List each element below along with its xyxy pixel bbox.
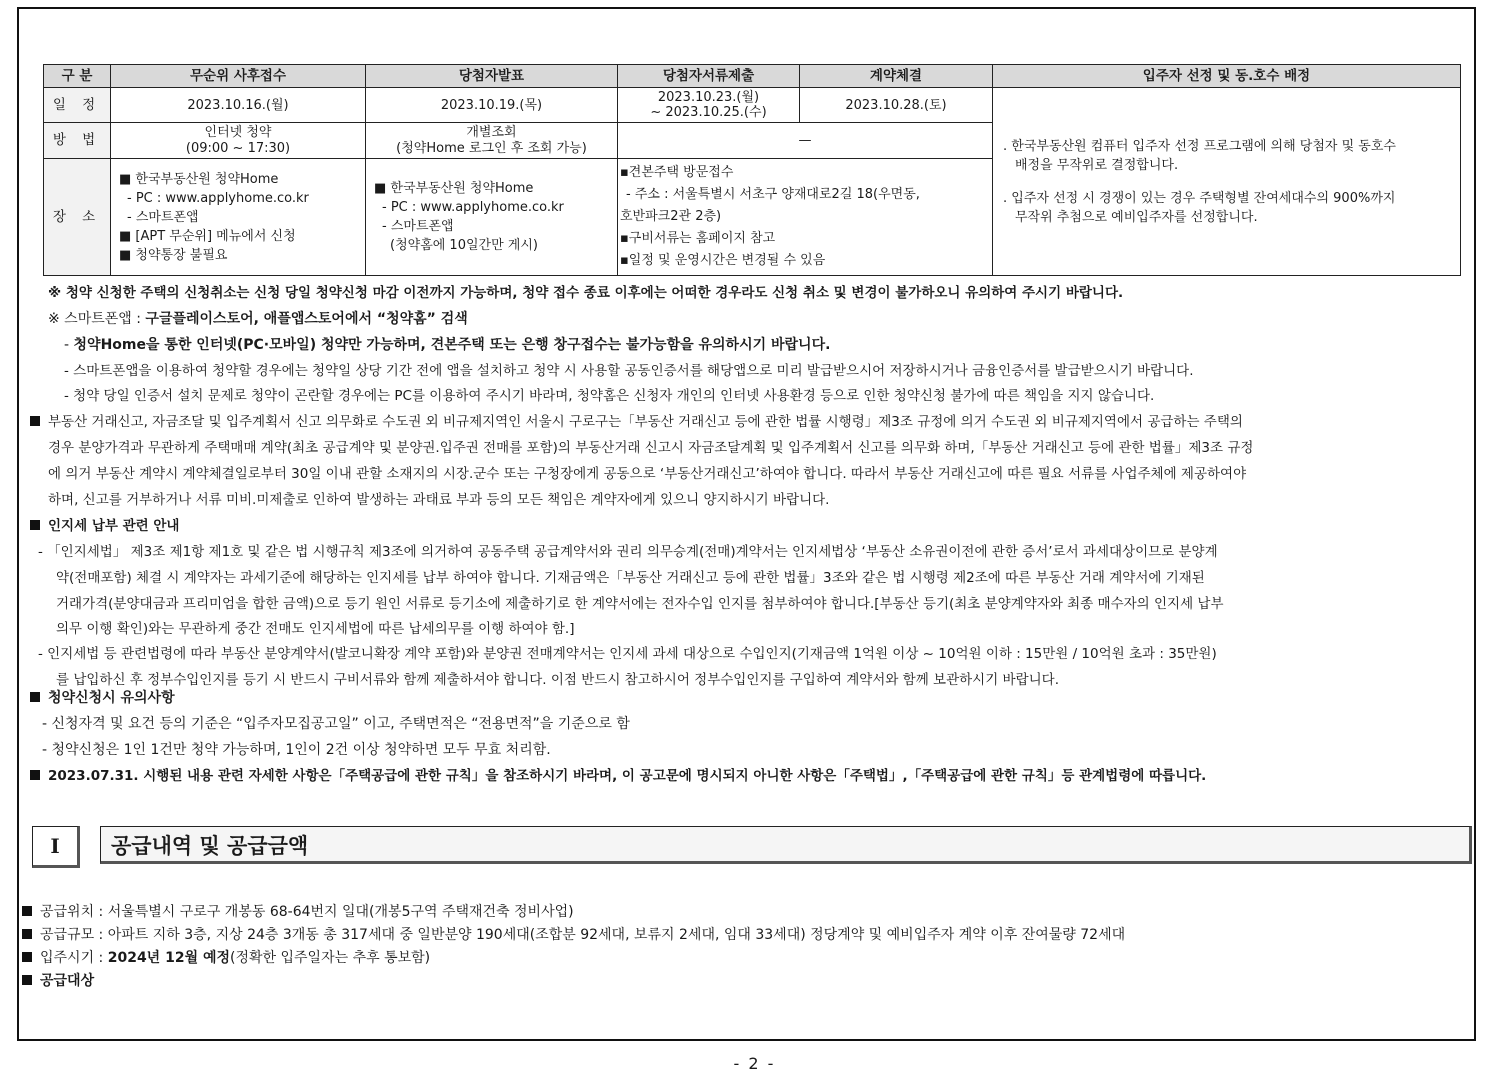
contract-date: 2023.10.28.(토) — [800, 88, 993, 123]
certificate-note: - 청약 당일 인증서 설치 문제로 청약이 곤란할 경우에는 PC를 이용하여 주시기 바라며, 청약홈은 신청자 개인의 인터넷 사용환경 등으로 인한 청약신청 불가에 따른 책임을 지지 않습니다. — [64, 388, 1155, 404]
docs-place — [618, 159, 993, 276]
docs-place-line: ▪견본주택 방문접수 — [620, 165, 734, 180]
realestate-text: 하며, 신고를 거부하거나 서류 미비.미제출로 인하여 발생하는 과태료 부과 등의 모든 책임은 계약자에게 있으니 양지하시기 바랍니다. — [48, 492, 830, 508]
docs-date-start: 2023.10.23.(월) — [657, 90, 760, 105]
apply-method — [111, 123, 366, 159]
selection-line: 무작위 추첨으로 예비입주자를 선정합니다. — [1015, 209, 1258, 225]
apply-place-line: - 스마트폰앱 — [127, 209, 199, 225]
realestate-line-1 — [30, 409, 1470, 435]
section-title: 공급내역 및 공급금액 — [100, 826, 1472, 864]
method-dash: — — [618, 123, 993, 159]
square-bullet-icon — [30, 416, 40, 426]
apply-place-line: ■ [APT 무순위] 메뉴에서 신청 — [119, 228, 296, 244]
smartphone-note: - 스마트폰앱을 이용하여 청약할 경우에는 청약일 상당 기간 전에 앱을 설치하고 청약 시 사용할 공동인증서를 해당앱으로 미리 발급받으시어 저장하시거나 금융인증서를 발급받으시기 바랍니다. — [64, 363, 1194, 379]
announce-place-line: - 스마트폰앱 — [382, 219, 454, 234]
announce-method-line: (청약Home 로그인 후 조회 가능) — [396, 140, 587, 156]
supply-location: 공급위치 : 서울특별시 구로구 개봉동 68-64번지 일대(개봉5구역 주택재건축 정비사업) — [40, 904, 574, 920]
announce-method — [366, 123, 618, 159]
square-bullet-icon — [22, 929, 32, 939]
stamp-tax-line: 약(전매포함) 체결 시 계약자는 과세기준에 해당하는 인지세를 납부 하여야 합니다. 기재금액은「부동산 거래신고 등에 관한 법률」3조와 같은 법 시행령 제2조에 따른 부동산 거래 계약서에 기재된 — [56, 570, 1205, 586]
internet-only-note — [64, 335, 830, 355]
stamp-tax-line: 의무 이행 확인)와는 무관하게 중간 전매도 인지세법에 따른 납세의무를 이행 하여야 함.] — [56, 621, 575, 637]
caution-line: - 신청자격 및 요건 등의 기준은 “입주자모집공고일” 이고, 주택면적은 “전용면적”을 기준으로 함 — [42, 716, 630, 732]
announce-place-line: - PC : www.applyhome.co.kr — [382, 200, 564, 215]
header-selection: 입주자 선정 및 동.호수 배정 — [993, 65, 1461, 88]
announce-place-line: ■ 한국부동산원 청약Home — [374, 181, 534, 196]
cancel-note: ※ 청약 신청한 주택의 신청취소는 신청 당일 청약신청 마감 이전까지 가능하며, 청약 접수 종료 이후에는 어떠한 경우라도 신청 취소 및 변경이 불가하오니 유의하여 주시기 바랍니다. — [48, 285, 1124, 301]
announce-date: 2023.10.19.(목) — [366, 88, 618, 123]
supply-target-row — [22, 970, 94, 992]
internet-only-bold: 청약Home을 통한 인터넷(PC·모바일) 청약만 가능하며, 견본주택 또는 은행 창구접수는 불가능함을 유의하시기 바랍니다. — [73, 337, 831, 353]
schedule-header-row — [44, 65, 1461, 88]
app-note-bold: 구글플레이스토어, 애플앱스토어에서 “청약홈” 검색 — [145, 311, 468, 327]
selection-cell — [993, 88, 1461, 276]
header-category: 구 분 — [44, 65, 111, 88]
app-note-prefix: ※ 스마트폰앱 : — [48, 311, 146, 327]
announce-place-line: (청약홈에 10일간만 게시) — [390, 238, 538, 253]
supply-location-row — [22, 901, 574, 923]
announce-method-line: 개별조회 — [466, 124, 517, 140]
caution-heading: 청약신청시 유의사항 — [48, 690, 175, 706]
page-number: - 2 - — [733, 1054, 776, 1073]
stamp-tax-line: - 인지세법 등 관련법령에 따라 부동산 분양계약서(발코니확장 계약 포함)와 분양권 전매계약서는 인지세 과세 대상으로 수입인지(기재금액 1억원 이상 ~ 10억원 이하 : 15만원 / 10억원 초과 : 35만원) — [38, 646, 1217, 662]
apply-place-line: - PC : www.applyhome.co.kr — [127, 190, 309, 206]
docs-date — [618, 88, 800, 123]
docs-place-line: 호반파크2관 2층) — [620, 209, 722, 224]
caution-line: - 청약신청은 1인 1건만 청약 가능하며, 1인이 2건 이상 청약하면 모두 무효 처리함. — [42, 742, 551, 758]
header-announce: 당첨자발표 — [366, 65, 618, 88]
apply-place-line: ■ 한국부동산원 청약Home — [119, 171, 279, 187]
movein-date: 2024년 12월 예정 — [107, 950, 231, 966]
schedule-date-row — [44, 88, 1461, 123]
docs-place-line: - 주소 : 서울특별시 서초구 양재대로2길 18(우면동, — [626, 187, 920, 202]
schedule-table — [43, 64, 1461, 276]
square-bullet-icon — [22, 975, 32, 985]
apply-method-line: (09:00 ~ 17:30) — [185, 140, 291, 156]
docs-date-end: ~ 2023.10.25.(수) — [650, 105, 767, 120]
stamp-tax-line: 거래가격(분양대금과 프리미엄을 합한 금액)으로 등기 원인 서류로 등기소에 제출하기로 한 계약서에는 전자수입 인지를 첨부하여야 합니다.[부동산 등기(최초 분양계약자와 최종 매수자의 인지세 납부 — [56, 596, 1224, 612]
row-label-place: 장 소 — [44, 159, 111, 276]
header-docs: 당첨자서류제출 — [618, 65, 800, 88]
supply-movein-row — [22, 947, 430, 969]
selection-line: 배정을 무작위로 결정합니다. — [1015, 157, 1179, 173]
docs-place-line: ▪구비서류는 홈페이지 참고 — [620, 231, 776, 246]
apply-place — [111, 159, 366, 276]
square-bullet-icon — [22, 952, 32, 962]
realestate-text: 경우 분양가격과 무관하게 주택매매 계약(최초 공급계약 및 분양권.입주권 전매를 포함)의 부동산거래 신고시 자금조달계획 및 입주계획서 신고를 의무화 하며,「부동산 거래신고 등에 관한 법률」제3조 규정 — [48, 440, 1254, 456]
square-bullet-icon — [22, 906, 32, 916]
supply-scale-row — [22, 924, 1125, 946]
stamp-tax-heading: 인지세 납부 관련 안내 — [48, 518, 180, 534]
stamp-tax-section — [30, 513, 1470, 693]
stamp-tax-heading-row — [30, 513, 1470, 539]
app-note — [48, 309, 468, 329]
docs-place-line: ▪일정 및 운영시간은 변경될 수 있음 — [620, 253, 826, 268]
caution-heading-row — [30, 685, 1470, 711]
movein-suffix: (정확한 입주일자는 추후 통보함) — [230, 950, 431, 966]
apply-method-line: 인터넷 청약 — [204, 124, 272, 140]
supply-scale: 공급규모 : 아파트 지하 3층, 지상 24층 3개동 총 317세대 중 일반분양 190세대(조합분 92세대, 보류지 2세대, 임대 33세대) 정당계약 및 예비입주자 계약 이후 잔여물량 72세대 — [40, 927, 1126, 943]
section-number: I — [32, 826, 80, 868]
movein-prefix: 입주시기 : — [40, 950, 108, 966]
row-label-date: 일 정 — [44, 88, 111, 123]
header-apply: 무순위 사후접수 — [111, 65, 366, 88]
square-bullet-icon — [30, 520, 40, 530]
row-label-method: 방 법 — [44, 123, 111, 159]
realestate-text: 부동산 거래신고, 자금조달 및 입주계획서 신고 의무화로 수도권 외 비규제지역인 서울시 구로구는「부동산 거래신고 등에 관한 법률 시행령」제3조 규정에 의거 수도권 외 비규제지역에서 공급하는 주택의 — [48, 414, 1243, 430]
header-contract: 계약체결 — [800, 65, 993, 88]
selection-line: . 한국부동산원 컴퓨터 입주자 선정 프로그램에 의해 당첨자 및 동호수 — [1003, 138, 1396, 154]
apply-place-line: ■ 청약통장 불필요 — [119, 247, 228, 263]
internet-only-dash: - — [64, 337, 74, 353]
announce-place — [366, 159, 618, 276]
law-note-row — [30, 763, 1470, 789]
supply-target: 공급대상 — [40, 973, 95, 989]
stamp-tax-line: - 「인지세법」 제3조 제1항 제1호 및 같은 법 시행규칙 제3조에 의거하여 공동주택 공급계약서와 권리 의무승계(전매)계약서는 인지세법상 ‘부동산 소유권이전에 관한 증서’로서 과세대상이므로 분양계 — [38, 544, 1218, 560]
square-bullet-icon — [30, 770, 40, 780]
law-note: 2023.07.31. 시행된 내용 관련 자세한 사항은「주택공급에 관한 규칙」을 참조하시기 바라며, 이 공고문에 명시되지 아니한 사항은「주택법」,「주택공급에 관한 규칙」등 관계법령에 따릅니다. — [48, 768, 1207, 784]
stamp-tax-line: 를 납입하신 후 정부수입인지를 등기 시 반드시 구비서류와 함께 제출하셔야 합니다. 이점 반드시 참고하시어 정부수입인지를 구입하여 계약서와 함께 보관하시기 바랍니다. — [56, 672, 1059, 688]
realestate-report-section — [30, 409, 1470, 513]
realestate-text: 에 의거 부동산 계약시 계약체결일로부터 30일 이내 관할 소재지의 시장.군수 또는 구청장에게 공동으로 ‘부동산거래신고’하여야 합니다. 따라서 부동산 거래신고에 따른 필요 서류를 사업주체에 제공하여야 — [48, 466, 1247, 482]
square-bullet-icon — [30, 692, 40, 702]
apply-date: 2023.10.16.(월) — [111, 88, 366, 123]
selection-line: . 입주자 선정 시 경쟁이 있는 경우 주택형별 잔여세대수의 900%까지 — [1003, 190, 1396, 206]
caution-section — [30, 685, 1470, 789]
